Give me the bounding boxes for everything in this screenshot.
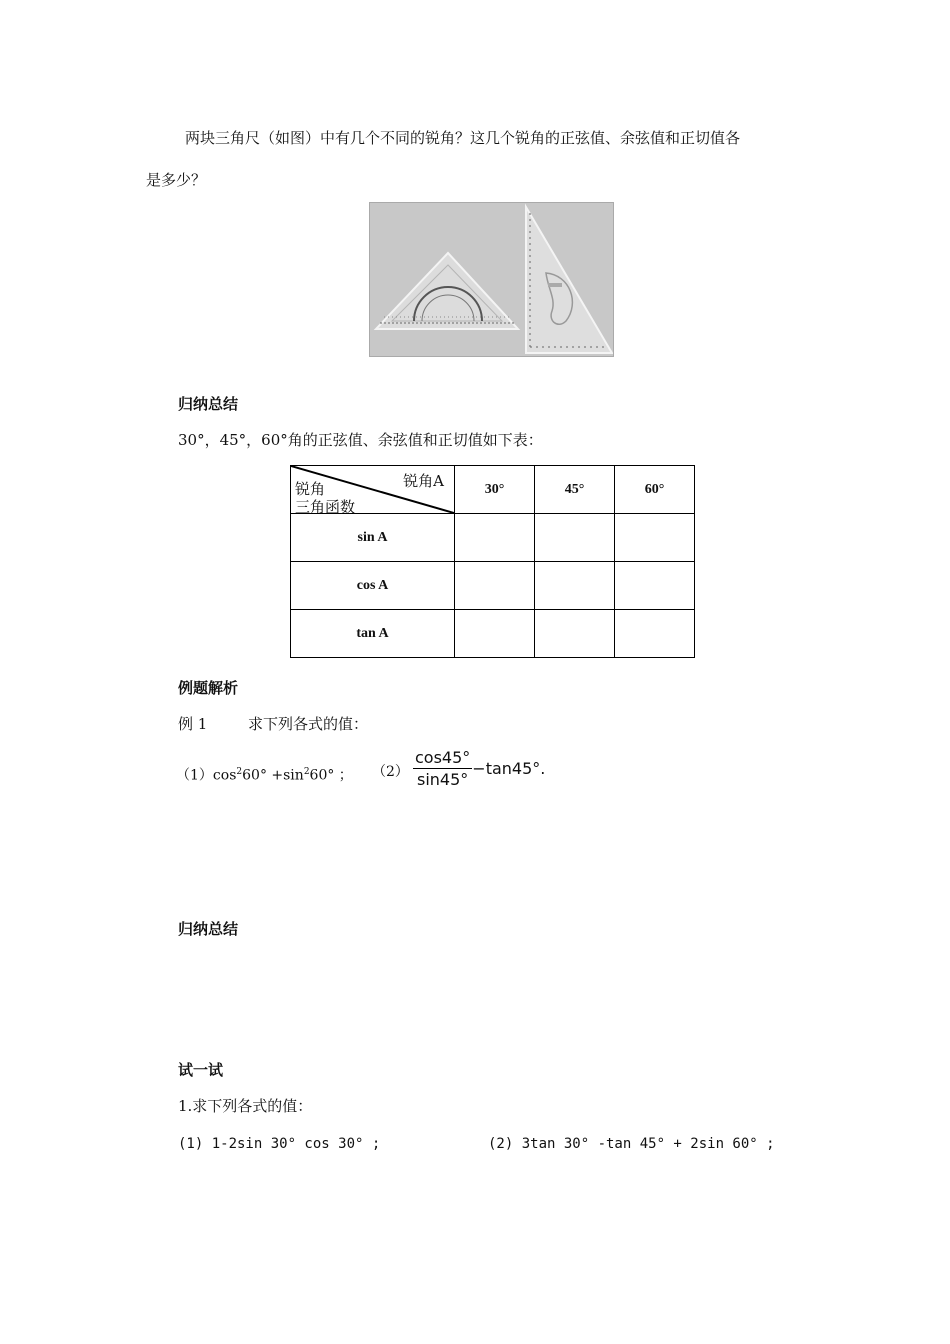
table-row — [291, 514, 695, 562]
table-cell — [455, 610, 535, 658]
table-cell — [535, 562, 615, 610]
part-2-label: （2） — [372, 764, 409, 780]
column-header: 30° — [455, 466, 535, 514]
table-cell — [535, 514, 615, 562]
part-2-tail: −tan45°. — [472, 759, 546, 778]
section-heading-summary-2: 归纳总结 — [178, 920, 239, 938]
table-cell — [455, 514, 535, 562]
column-header: 45° — [535, 466, 615, 514]
triangle-rulers-photo — [369, 202, 614, 357]
part-1-label: （1） — [176, 767, 213, 784]
part-1-sin: 60° +sin — [242, 767, 304, 784]
intro-line-2: 是多少？ — [146, 171, 207, 189]
example-1-text: 求下列各式的值： — [248, 715, 369, 733]
table-row — [291, 562, 695, 610]
table-cell — [535, 610, 615, 658]
trig-values-table — [290, 465, 695, 658]
table-header-row — [291, 466, 695, 514]
table-cell — [615, 514, 695, 562]
fraction-denominator: sin45° — [417, 770, 469, 789]
example-1-label: 例 1 — [178, 715, 208, 733]
row-header: cos A — [291, 562, 455, 610]
row-header: sin A — [291, 514, 455, 562]
fraction — [413, 748, 472, 789]
exercise-1-part-2: (2) 3tan 30° -tan 45° + 2sin 60° ; — [488, 1136, 775, 1152]
table-cell — [615, 610, 695, 658]
table-cell — [455, 562, 535, 610]
part-1-end: 60° ； — [309, 767, 353, 784]
table-intro-text: 30°，45°，60°角的正弦值、余弦值和正切值如下表： — [178, 431, 543, 449]
table-corner-cell — [291, 466, 455, 514]
section-heading-try: 试一试 — [178, 1061, 224, 1079]
exponent: 2 — [236, 767, 243, 777]
column-header: 60° — [615, 466, 695, 514]
exercise-1-prompt: 1.求下列各式的值： — [178, 1097, 313, 1115]
fraction-numerator: cos45° — [415, 748, 471, 767]
corner-label-angle: 锐角A — [403, 472, 444, 490]
triangle-rulers-illustration — [370, 203, 613, 356]
exponent: 2 — [303, 767, 310, 777]
corner-label-left: 锐角 — [295, 480, 326, 498]
example-1-part-1 — [176, 762, 353, 786]
section-heading-summary-1: 归纳总结 — [178, 395, 239, 413]
exercise-1-part-1: (1) 1-2sin 30° cos 30° ; — [178, 1136, 381, 1152]
part-1-cos: cos — [212, 767, 237, 784]
intro-line-1: 两块三角尺（如图）中有几个不同的锐角？这几个锐角的正弦值、余弦值和正切值各 — [185, 129, 741, 147]
table-cell — [615, 562, 695, 610]
table-row — [291, 610, 695, 658]
row-header: tan A — [291, 610, 455, 658]
corner-label-function: 三角函数 — [295, 498, 356, 516]
example-1-part-2-expression — [413, 748, 545, 789]
section-heading-examples: 例题解析 — [178, 679, 239, 697]
